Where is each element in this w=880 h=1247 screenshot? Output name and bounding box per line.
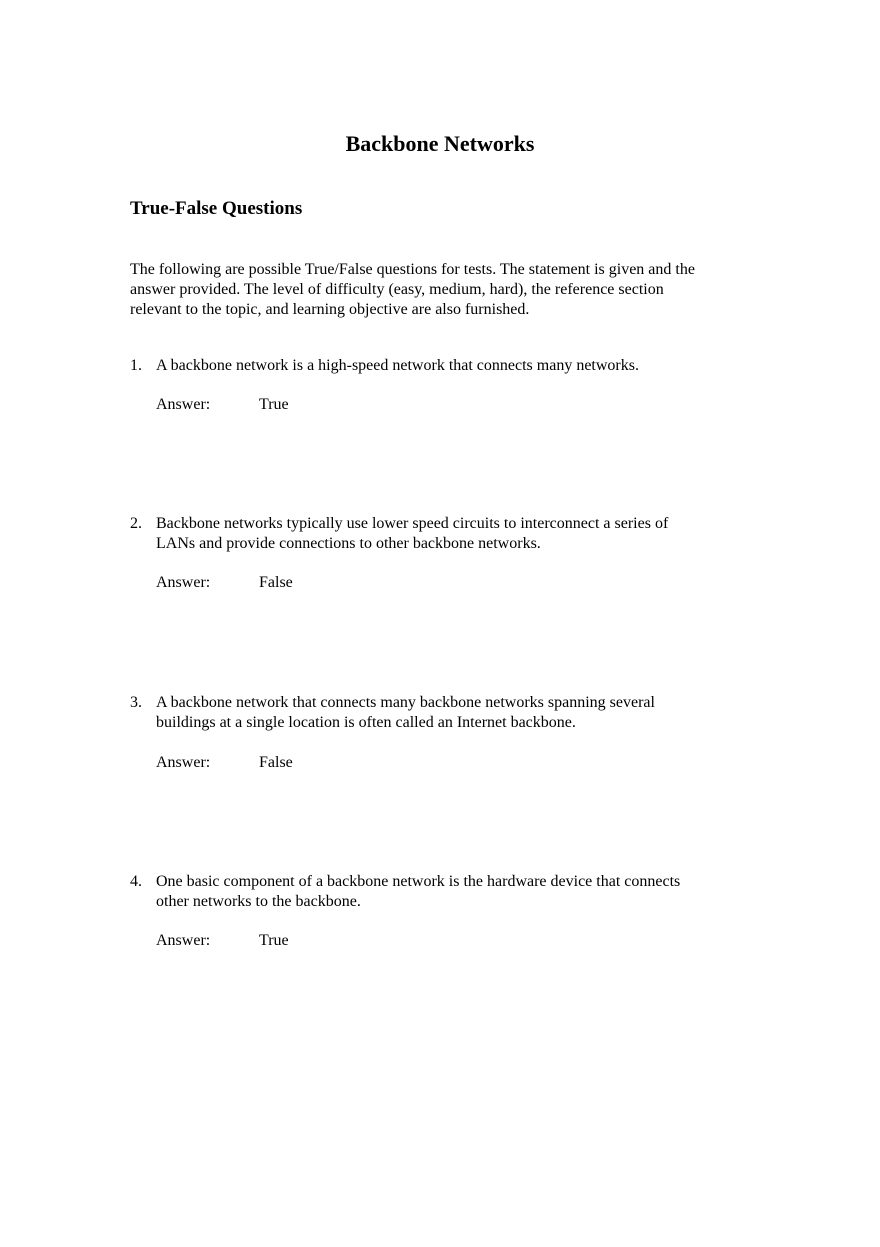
intro-line: The following are possible True/False questions for tests. The statement is given and the	[130, 261, 695, 278]
question-line: A backbone network that connects many backbone networks spanning several	[156, 694, 655, 711]
question-number: 2.	[130, 515, 142, 532]
question-text	[156, 356, 756, 376]
question-1	[130, 356, 750, 436]
question-4	[130, 872, 750, 972]
question-number: 3.	[130, 694, 142, 711]
question-number: 4.	[130, 873, 142, 890]
answer-label: Answer:	[156, 754, 211, 771]
question-line: buildings at a single location is often called an Internet backbone.	[156, 714, 576, 731]
question-line: LANs and provide connections to other backbone networks.	[156, 535, 541, 552]
question-text	[156, 693, 756, 733]
question-text	[156, 514, 756, 554]
answer-value: False	[259, 574, 293, 591]
answer-label: Answer:	[156, 932, 211, 949]
intro-line: relevant to the topic, and learning objective are also furnished.	[130, 301, 530, 318]
document-title: Backbone Networks	[345, 131, 535, 156]
section-heading: True-False Questions	[130, 198, 303, 219]
question-number: 1.	[130, 357, 142, 374]
intro-paragraph	[130, 260, 750, 320]
answer-value: True	[259, 396, 289, 413]
question-line: other networks to the backbone.	[156, 893, 361, 910]
answer-label: Answer:	[156, 574, 211, 591]
question-line: One basic component of a backbone network is the hardware device that connects	[156, 873, 681, 890]
answer-value: True	[259, 932, 289, 949]
question-2	[130, 514, 750, 614]
question-text	[156, 872, 756, 912]
intro-line: answer provided. The level of difficulty (easy, medium, hard), the reference section	[130, 281, 664, 298]
answer-label: Answer:	[156, 396, 211, 413]
question-line: A backbone network is a high-speed network that connects many networks.	[156, 357, 639, 374]
question-line: Backbone networks typically use lower speed circuits to interconnect a series of	[156, 515, 669, 532]
answer-value: False	[259, 754, 293, 771]
question-3	[130, 693, 750, 793]
